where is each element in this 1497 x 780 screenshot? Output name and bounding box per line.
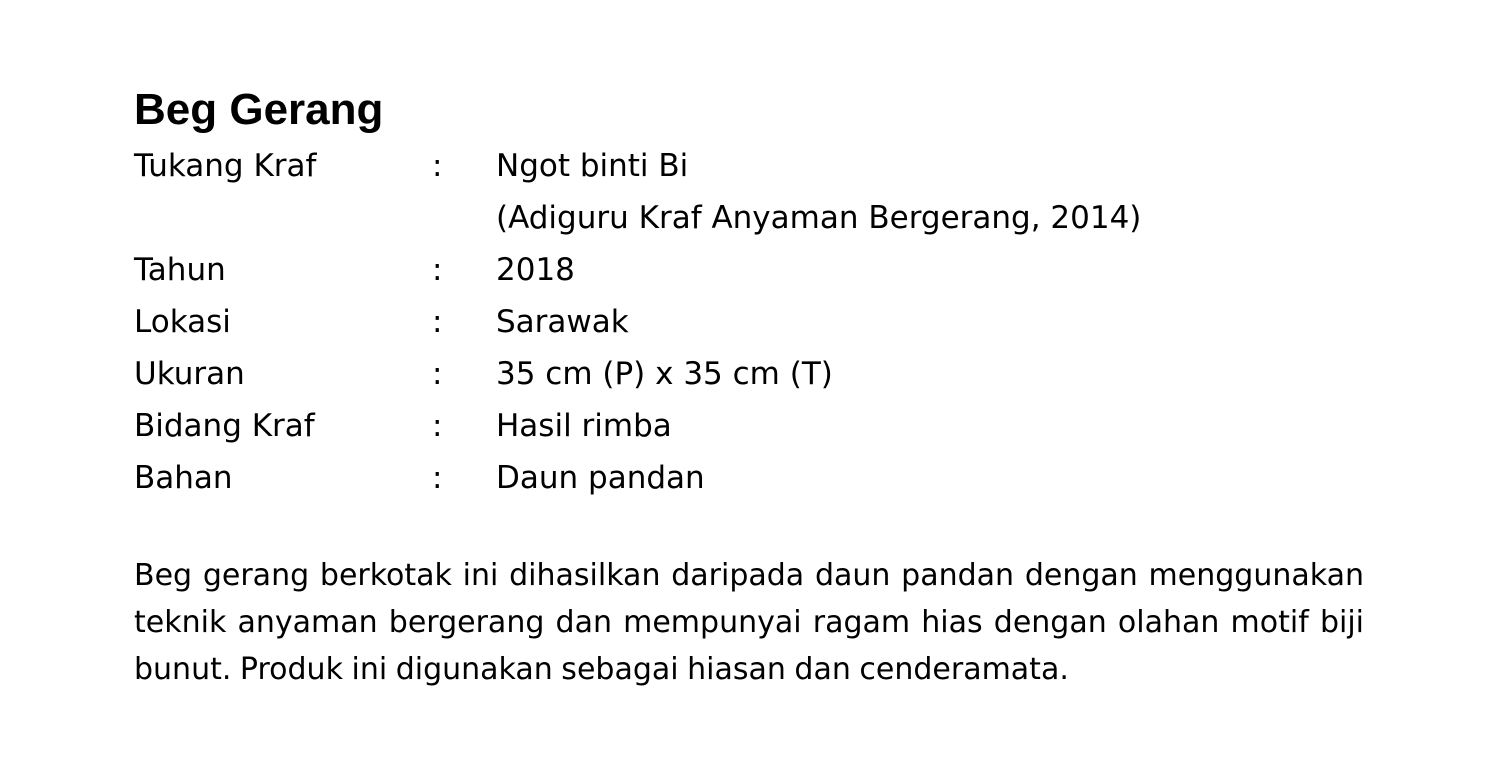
detail-label: Lokasi (134, 304, 231, 340)
document (134, 84, 1364, 723)
detail-value (496, 140, 1141, 244)
detail-row-bahan (134, 452, 1364, 504)
detail-row-lokasi (134, 296, 1364, 348)
document-title: Beg Gerang (134, 85, 384, 134)
detail-separator: : (432, 408, 443, 444)
detail-separator: : (432, 148, 443, 184)
detail-value-note: (Adiguru Kraf Anyaman Bergerang, 2014) (496, 200, 1142, 236)
detail-separator: : (432, 460, 443, 496)
detail-label: Tukang Kraf (134, 148, 317, 184)
detail-value: Hasil rimba (496, 408, 672, 444)
detail-value-main: Ngot binti Bi (496, 148, 689, 184)
detail-label: Ukuran (134, 356, 245, 392)
detail-row-tukang-kraf (134, 140, 1364, 244)
detail-label: Bahan (134, 460, 233, 496)
detail-row-ukuran (134, 348, 1364, 400)
detail-separator: : (432, 252, 443, 288)
detail-value: Sarawak (496, 304, 629, 340)
detail-row-bidang-kraf (134, 400, 1364, 452)
detail-list (134, 140, 1364, 504)
detail-row-tahun (134, 244, 1364, 296)
detail-value: 2018 (496, 252, 575, 288)
detail-label: Bidang Kraf (134, 408, 315, 444)
description-paragraph: Beg gerang berkotak ini dihasilkan daripada daun pandan dengan menggunakan teknik anyaman bergerang dan mempunyai ragam hias dengan olahan motif biji bunut. Produk ini digunakan sebagai hiasan dan cenderamata. (134, 558, 1364, 687)
detail-label: Tahun (134, 252, 226, 288)
detail-separator: : (432, 356, 443, 392)
detail-value: 35 cm (P) x 35 cm (T) (496, 356, 833, 392)
detail-separator: : (432, 304, 443, 340)
detail-value: Daun pandan (496, 460, 705, 496)
